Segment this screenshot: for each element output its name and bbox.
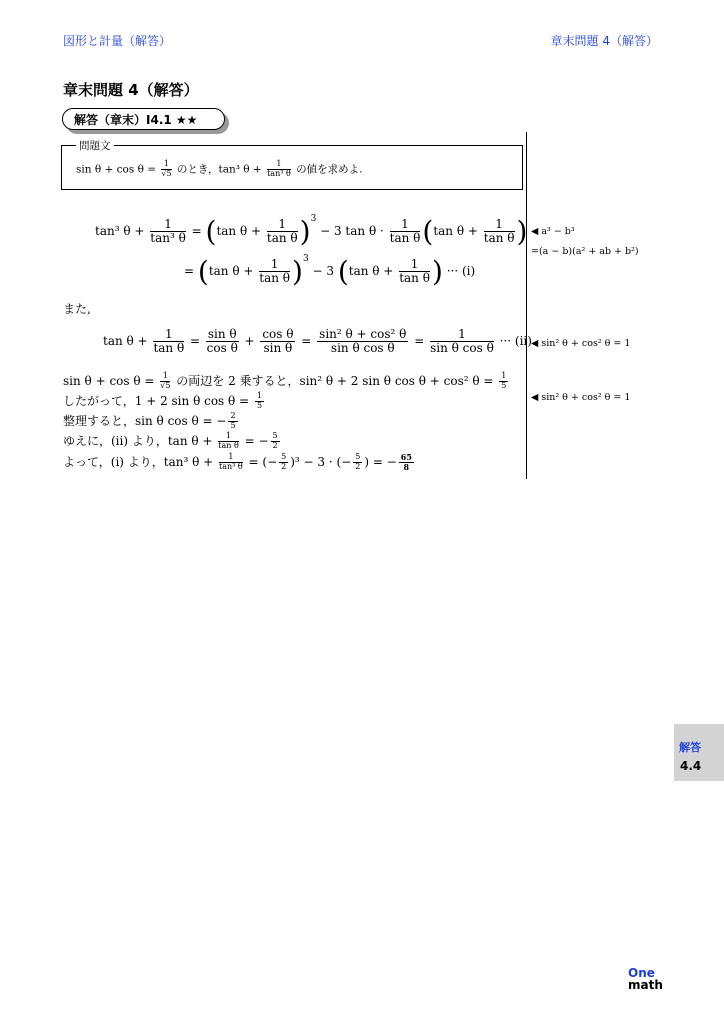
page-title: 章末問題 4（解答） <box>63 81 199 99</box>
side-note-2: =(a − b)(a² + ab + b²) <box>531 246 639 257</box>
problem-label: 問題文 <box>76 138 114 153</box>
header-right: 章末問題 4（解答） <box>550 34 658 48</box>
equation-2: = (tan θ + $\frac{1}{\text{tan θ}}$ )$^3$ − 3 (tan θ + $\frac{1}{\text{tan θ}}$ ) ··· (i) <box>184 254 476 288</box>
line-5: よって，(i) より，tan³ θ + $\frac{1}{\text{tan³ θ}}$ = (− $\frac{5}{2}$ )³ − 3 · (− $\frac{5}{2}$ ) = − $\frac{65}{8}$ <box>63 452 412 472</box>
header-left: 図形と計量（解答） <box>63 34 172 48</box>
line-4: ゆえに，(ii) より，tan θ + $\frac{1}{\text{tan θ}}$ = − $\frac{5}{2}$ <box>63 431 278 450</box>
side-note-3: ◀ sin² θ + cos² θ = 1 <box>531 338 631 349</box>
side-note-1: ◀ a³ − b³ <box>531 226 575 237</box>
mata-text: また, <box>63 302 91 316</box>
equation-3: tan θ + $\frac{1}{\text{tan θ}}$ = $\frac{\text{sin θ}}{\text{cos θ}}$ + $\frac{\text{cos θ}}{\text{sin θ}}$ = $\frac{\text{sin² θ + cos² θ}}{\text{sin θ cos θ}}$ = $\frac{1}{\text{sin θ cos θ}}$ ··· (ii) <box>103 327 532 356</box>
onemath-logo: One math <box>628 966 663 992</box>
equation-1: tan³ θ + $\frac{1}{\text{tan³ θ}}$ = (tan θ + $\frac{1}{\text{tan θ}}$ )$^3$ − 3 tan θ · $\frac{1}{\text{tan θ}}$ (tan θ + $\frac{1}{\text{tan θ}}$ ) <box>95 214 528 248</box>
line-3: 整理すると，sin θ cos θ = − $\frac{2}{5}$ <box>63 411 236 430</box>
problem-text: sin θ + cos θ = $\frac{1}{√5}$ のとき，tan³ θ + $\frac{1}{\text{tan³ θ}}$ の値を求めよ. <box>76 159 363 178</box>
side-note-4: ◀ sin² θ + cos² θ = 1 <box>531 392 631 403</box>
line-2: したがって，1 + 2 sin θ cos θ = $\frac{1}{5}$ <box>63 391 263 410</box>
chapter-tab[interactable] <box>674 724 724 781</box>
line-1: sin θ + cos θ = $\frac{1}{√5}$ の両辺を 2 乗すると，sin² θ + 2 sin θ cos θ + cos² θ = $\frac{1}{5}$ <box>63 371 507 390</box>
tab-number: 4.4 <box>680 759 702 773</box>
tab-label: 解答 <box>679 741 701 754</box>
solution-badge: 解答（章末）I4.1 ★★ <box>62 108 225 130</box>
margin-divider <box>526 132 527 479</box>
final-answer: $\frac{65}{8}$ <box>400 452 412 472</box>
